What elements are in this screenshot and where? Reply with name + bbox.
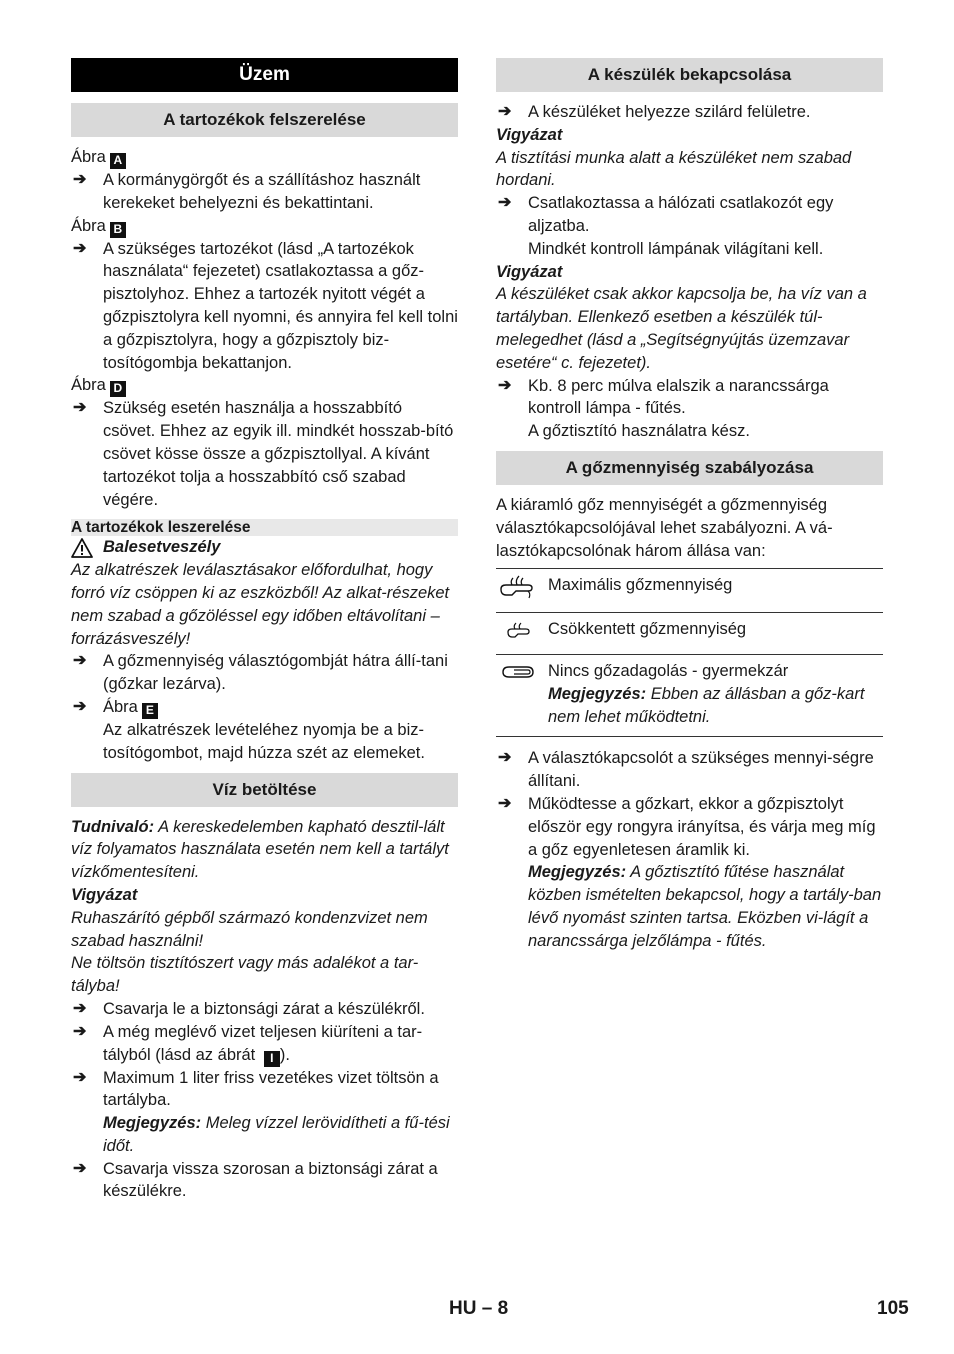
figure-label-box: A: [110, 153, 126, 169]
right-column: [496, 58, 883, 953]
step-item: ➔ Maximum 1 liter friss vezetékes vizet töltsön a tartályba.: [73, 1068, 439, 1110]
figure-label-box: I: [264, 1051, 280, 1067]
mode-label: Maximális gőzmennyiség: [548, 569, 883, 613]
note-paragraph: Megjegyzés: Ebben az állásban a gőz-kart nem lehet működtetni.: [548, 684, 865, 726]
section-title-accessory-mounting: A tartozékok felszerelése: [71, 103, 458, 137]
caution-text: A készüléket csak akkor kapcsolja be, ha víz van a tartályban. Ellenkező esetben a készülék túl-melegedhet (lásd a „Segítségnyújtás üzemzavar esetére“ c. fejezetet).: [496, 285, 867, 372]
steam-off-icon: [498, 660, 536, 684]
step-detail: Az alkatrészek levételéhez nyomja be a biz-tosítógombot, majd húzza szét az elemeket.: [103, 720, 425, 762]
step-item: ➔ A választókapcsolót a szükséges mennyi-ségre állítani.: [498, 749, 874, 791]
figure-label-box: E: [142, 703, 158, 719]
warning-triangle-icon: [71, 538, 93, 558]
caution-label: Vigyázat: [496, 125, 563, 144]
figure-label-box: D: [110, 381, 126, 397]
figure-ref-b: Ábra B: [71, 215, 458, 238]
arrow-icon: ➔: [498, 794, 512, 812]
table-row: [496, 569, 883, 613]
footer-section-label: HU – 8: [449, 1298, 509, 1319]
intro-paragraph: A kiáramló gőz mennyiségét a gőzmennyiség választókapcsolójával lehet szabályozni. A vá-lasztókapcsolónak három állása van:: [496, 495, 833, 560]
arrow-icon: ➔: [73, 999, 87, 1017]
arrow-icon: ➔: [498, 376, 512, 394]
arrow-icon: ➔: [498, 194, 512, 212]
caution-text: Ne töltsön tisztítószert vagy más adalékot a tar-tályba!: [71, 954, 419, 996]
caution-label: Vigyázat: [71, 885, 138, 904]
step-item: ➔ A kormánygörgőt és a szállításhoz használt kerekeket behelyezni és bekattintani.: [73, 171, 421, 212]
warning-line: [71, 536, 458, 559]
warning-label: Balesetveszély: [103, 538, 221, 557]
arrow-icon: ➔: [73, 1159, 87, 1177]
section-title-uzem: Üzem: [71, 58, 458, 92]
caution-label: Vigyázat: [496, 262, 563, 281]
table-row: [496, 613, 883, 655]
step-detail: Mindkét kontroll lámpának világítani kell.: [528, 239, 824, 258]
caution-text: Ruhaszárító gépből származó kondenzvizet nem szabad használni!: [71, 908, 428, 950]
section-title-steam-regulation: A gőzmennyiség szabályozása: [496, 451, 883, 485]
step-item: ➔ Ábra E: [71, 696, 458, 719]
arrow-icon: ➔: [73, 652, 87, 670]
figure-ref-d: Ábra D: [71, 374, 458, 397]
caution-text: A tisztítási munka alatt a készüléket nem szabad hordani.: [496, 148, 852, 190]
section-title-switch-on: A készülék bekapcsolása: [496, 58, 883, 92]
left-column: [71, 58, 458, 1203]
arrow-icon: ➔: [73, 1068, 87, 1086]
step-item: ➔ A gőzmennyiség választógombját hátra állí-tani (gőzkar lezárva).: [73, 652, 448, 694]
arrow-icon: ➔: [73, 399, 87, 417]
table-row: [496, 654, 883, 736]
note-paragraph: Tudnivaló: A kereskedelemben kapható desztil-lált víz folyamatos használata esetén nem kell a tartályt vízkőmentesíteni.: [71, 817, 449, 882]
mode-label: Csökkentett gőzmennyiség: [548, 613, 883, 655]
note-paragraph: Megjegyzés: Meleg vízzel lerövidítheti a fű-tési időt.: [103, 1114, 450, 1155]
mode-label: Nincs gőzadagolás - gyermekzár: [548, 661, 789, 680]
arrow-icon: ➔: [498, 749, 512, 767]
arrow-icon: ➔: [73, 239, 87, 257]
arrow-icon: ➔: [73, 1022, 87, 1040]
page-number: 105: [877, 1298, 909, 1319]
step-item: ➔ Csavarja vissza szorosan a biztonsági zárat a készülékre.: [73, 1159, 438, 1201]
figure-label-box: B: [110, 222, 126, 238]
note-paragraph: Megjegyzés: A gőztisztító fűtése használat közben ismételten bekapcsol, hogy a tartály-ban lévő nyomást szinten tartsa. Eközben vi-lágít a narancssárga jelzőlámpa - fűtés.: [528, 863, 882, 950]
arrow-icon: ➔: [73, 171, 87, 188]
warning-text: Az alkatrészek leválasztásakor előfordulhat, hogy forró víz csöppen ki az eszközből! Az alkat-részeket nem szabad a gőzöléssel egy időben eltávolítani – forrázásveszély!: [71, 561, 450, 648]
steam-max-icon: [498, 574, 536, 600]
step-item: ➔ Kb. 8 perc múlva elalszik a narancssárga kontroll lámpa - fűtés.: [498, 376, 829, 418]
arrow-icon: ➔: [73, 697, 87, 715]
steam-mode-table: [496, 568, 883, 737]
subsection-title-accessory-removal: A tartozékok leszerelése: [71, 519, 458, 536]
step-item: ➔ Csatlakoztassa a hálózati csatlakozót egy aljzatba.: [498, 194, 834, 235]
figure-ref-a: Ábra A: [71, 146, 458, 169]
step-item: ➔ Működtesse a gőzkart, ekkor a gőzpisztolyt először egy rongyra irányítsa, és várja meg míg a gőz egyenletesen áramlik ki.: [498, 794, 876, 859]
step-item: ➔ A készüléket helyezze szilárd felületre.: [496, 101, 883, 124]
arrow-icon: ➔: [498, 103, 512, 120]
step-item: ➔ Csavarja le a biztonsági zárat a készülékről.: [71, 998, 458, 1021]
step-item: ➔ A még meglévő vizet teljesen kiüríteni a tar-tályból (lásd az ábrát I ).: [73, 1022, 423, 1065]
step-item: ➔ A szükséges tartozékot (lásd „A tartozékok használata“ fejezetet) csatlakoztassa a gőz-pisztolyhoz. Ehhez a tartozék nyitott végét a gőzpisztolyra kell nyomni, és annyira fel kell tolni a gőzpisztolyra, hogy a gőzpisztoly biz-tosítógombja bekattanjon.: [73, 239, 458, 372]
step-item: ➔ Szükség esetén használja a hosszabbító csövet. Ehhez az egyik ill. mindkét hosszab-bító csövet kösse össze a gőzpisztollyal. A kívánt tartozékot tolja a hosszabbító cső szabad végére.: [73, 399, 454, 509]
step-detail: A gőztisztító használatra kész.: [528, 422, 750, 441]
section-title-water-filling: Víz betöltése: [71, 773, 458, 807]
steam-reduced-icon: [498, 618, 536, 642]
